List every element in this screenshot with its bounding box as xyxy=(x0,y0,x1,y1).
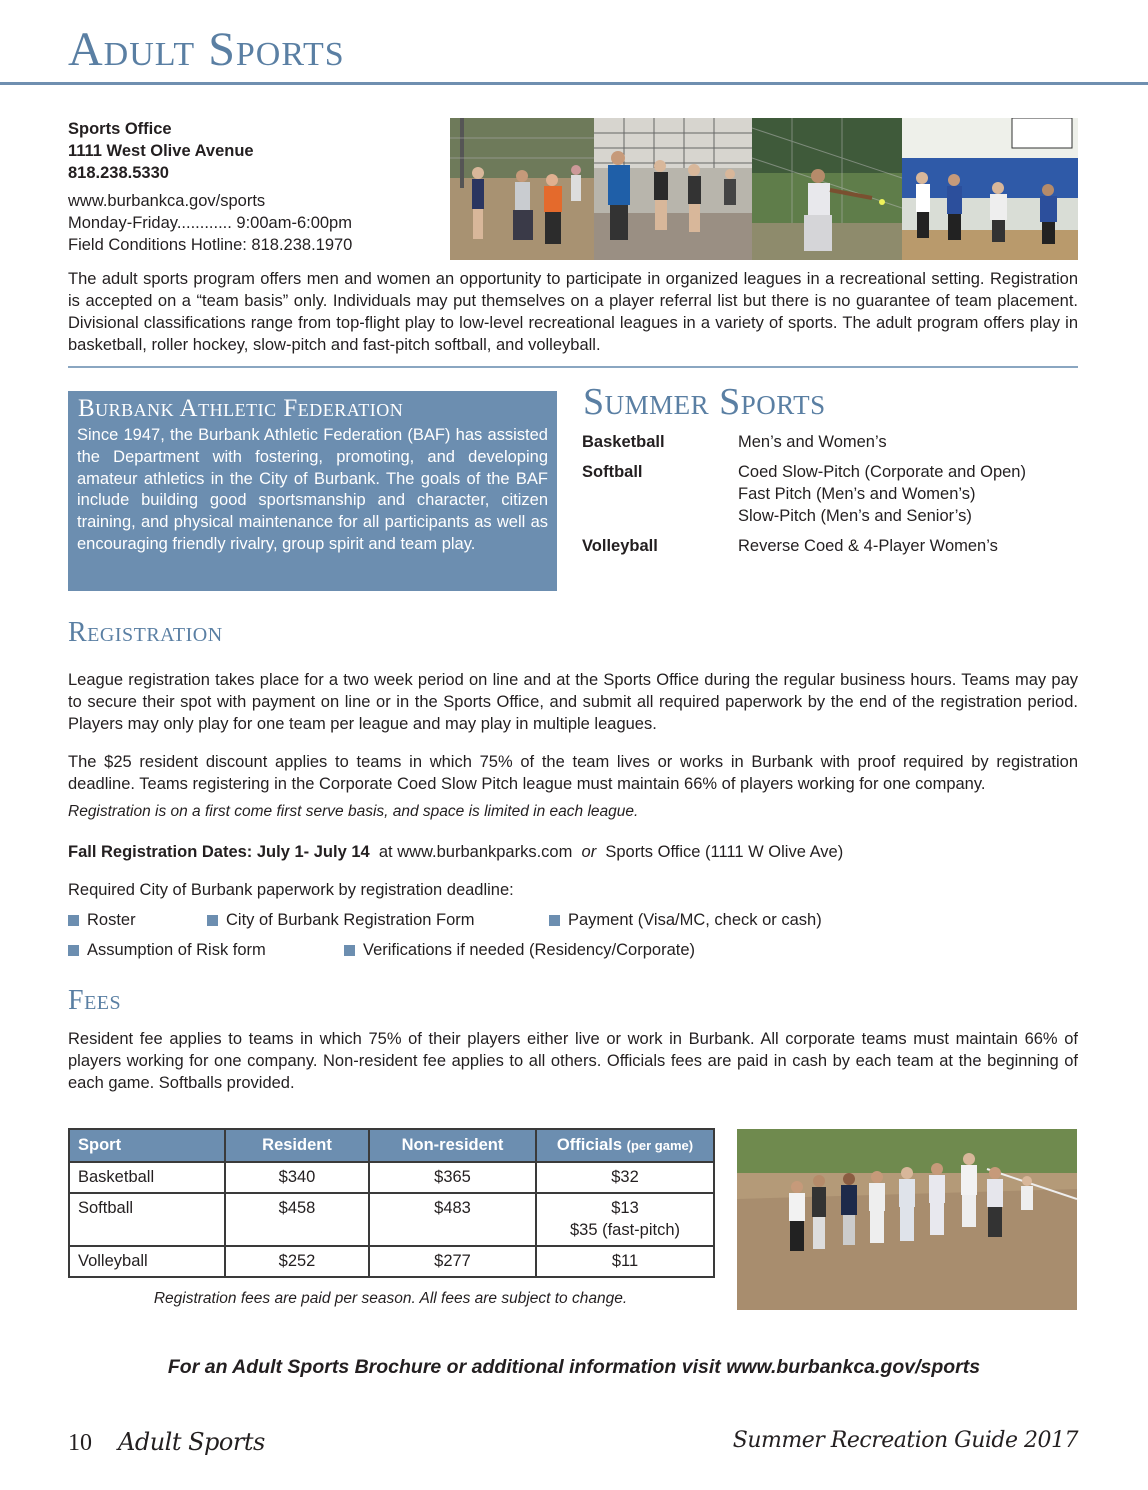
registration-note: Registration is on a first come first serve basis, and space is limited in each league. xyxy=(68,803,639,820)
section-divider xyxy=(68,366,1078,368)
square-bullet-icon xyxy=(549,915,560,926)
footer-section-name: Adult Sports xyxy=(118,1428,265,1456)
col-header-resident: Resident xyxy=(225,1129,369,1162)
cell-sport: Softball xyxy=(69,1193,225,1246)
cell-officials: $32 xyxy=(536,1162,714,1193)
volleyball-photo xyxy=(594,118,752,260)
col-header-nonresident: Non-resident xyxy=(369,1129,536,1162)
fall-registration-dates xyxy=(68,843,843,862)
summer-sport-name: Softball xyxy=(582,463,643,481)
office-website[interactable]: www.burbankca.gov/sports xyxy=(68,192,266,210)
summer-sport-detail: Slow-Pitch (Men’s and Senior’s) xyxy=(738,507,972,525)
title-divider xyxy=(0,82,1148,85)
square-bullet-icon xyxy=(207,915,218,926)
baf-box xyxy=(68,391,557,591)
cell-resident: $340 xyxy=(225,1162,369,1193)
office-hours: Monday-Friday............ 9:00am-6:00pm xyxy=(68,214,352,232)
square-bullet-icon xyxy=(344,945,355,956)
paperwork-item-risk-form: Assumption of Risk form xyxy=(68,941,266,960)
softball-photo xyxy=(450,118,594,260)
summer-sports-list xyxy=(582,431,1082,565)
sports-office-contact xyxy=(68,118,352,256)
paperwork-item-roster: Roster xyxy=(68,911,136,930)
col-header-sport: Sport xyxy=(69,1129,225,1162)
col-header-officials: Officials (per game) xyxy=(536,1129,714,1162)
fees-paragraph: Resident fee applies to teams in which 75% of their players either live or work in Burbank. All corporate teams must maintain 66% of players working for one company. Non-resident fee applies to all others. Officials fees are paid in cash by each team at the beginning of each game. Softballs provided. xyxy=(68,1030,1078,1092)
cell-officials: $13 $35 (fast-pitch) xyxy=(536,1193,714,1246)
summer-sport-detail: Coed Slow-Pitch (Corporate and Open) xyxy=(738,463,1026,481)
summer-sport-detail: Men’s and Women’s xyxy=(738,433,887,451)
summer-sport-name: Basketball xyxy=(582,433,665,451)
paperwork-item-payment: Payment (Visa/MC, check or cash) xyxy=(549,911,822,930)
basketball-photo xyxy=(902,118,1078,260)
table-row xyxy=(69,1162,714,1193)
square-bullet-icon xyxy=(68,915,79,926)
required-paperwork-label: Required City of Burbank paperwork by registration deadline: xyxy=(68,881,514,899)
summer-sport-detail: Fast Pitch (Men’s and Women’s) xyxy=(738,485,976,503)
square-bullet-icon xyxy=(68,945,79,956)
fees-heading: Fees xyxy=(68,985,122,1016)
cell-sport: Volleyball xyxy=(69,1246,225,1277)
registration-heading: Registration xyxy=(68,617,223,648)
summer-sports-title: Summer Sports xyxy=(583,381,826,423)
registration-paragraph-1: League registration takes place for a two week period on line and at the Sports Office during the regular business hours. Teams may pay to secure their spot with payment on line or in the Sports Office, and submit all required paperwork by the end of the registration period. Players may only play for one team per league and may play in multiple leagues. xyxy=(68,671,1078,733)
fall-dates-office: Sports Office (1111 W Olive Ave) xyxy=(605,843,844,861)
paperwork-item-verifications: Verifications if needed (Residency/Corporate) xyxy=(344,941,695,960)
fees-note: Registration fees are paid per season. All fees are subject to change. xyxy=(153,1290,628,1307)
batting-photo xyxy=(752,118,902,260)
cell-officials: $11 xyxy=(536,1246,714,1277)
softball-team-photo xyxy=(737,1129,1077,1310)
cell-sport: Basketball xyxy=(69,1162,225,1193)
intro-paragraph: The adult sports program offers men and women an opportunity to participate in organized leagues in a recreational setting. Registration is accepted on a “team basis” only. Individuals may put themselves on a player referral list but there is no guarantee of team placement. Divisional classifications range from top-flight play to low-level recreational leagues in a variety of sports. The adult program offers play in basketball, roller hockey, slow-pitch and fast-pitch softball, and volleyball. xyxy=(68,270,1078,354)
table-row xyxy=(69,1193,714,1246)
fall-dates-label: Fall Registration Dates: July 1- July 14 xyxy=(68,843,370,861)
registration-paragraph-2: The $25 resident discount applies to teams in which 75% of the team lives or works in Burbank with proof required by registration deadline. Teams registering in the Corporate Coed Slow Pitch league must maintain 66% of players working for one company. xyxy=(68,753,1078,793)
baf-title: Burbank Athletic Federation xyxy=(78,395,404,422)
paperwork-item-registration-form: City of Burbank Registration Form xyxy=(207,911,475,930)
fall-dates-or: or xyxy=(581,843,597,861)
office-hotline: Field Conditions Hotline: 818.238.1970 xyxy=(68,236,353,254)
office-address: 1111 West Olive Avenue xyxy=(68,142,254,160)
summer-row-basketball xyxy=(582,431,1082,453)
cell-resident: $458 xyxy=(225,1193,369,1246)
fall-dates-website[interactable]: at www.burbankparks.com xyxy=(378,843,573,861)
office-phone: 818.238.5330 xyxy=(68,164,169,182)
cell-nonresident: $483 xyxy=(369,1193,536,1246)
page-title: Adult Sports xyxy=(68,23,345,76)
fees-table xyxy=(68,1128,715,1278)
cell-nonresident: $277 xyxy=(369,1246,536,1277)
cell-nonresident: $365 xyxy=(369,1162,536,1193)
summer-row-softball xyxy=(582,461,1082,527)
summer-row-volleyball xyxy=(582,535,1082,557)
summer-sport-detail: Reverse Coed & 4-Player Women’s xyxy=(738,537,998,555)
footer-guide-title: Summer Recreation Guide 2017 xyxy=(732,1428,1078,1453)
table-header-row xyxy=(69,1129,714,1162)
page-number: 10 xyxy=(68,1430,92,1456)
office-name: Sports Office xyxy=(68,120,172,138)
summer-sport-name: Volleyball xyxy=(582,537,658,555)
table-row xyxy=(69,1246,714,1277)
brochure-cta: For an Adult Sports Brochure or additional information visit www.burbankca.gov/sports xyxy=(167,1356,981,1378)
cell-resident: $252 xyxy=(225,1246,369,1277)
sports-photo-strip xyxy=(450,118,1078,260)
baf-text: Since 1947, the Burbank Athletic Federation (BAF) has assisted the Department with fostering, promoting, and developing amateur athletics in the City of Burbank. The goals of the BAF include building good sportsmanship and character, citizen training, and physical maintenance for all participants as well as encouraging friendly rivalry, group spirit and team play. xyxy=(77,426,548,553)
